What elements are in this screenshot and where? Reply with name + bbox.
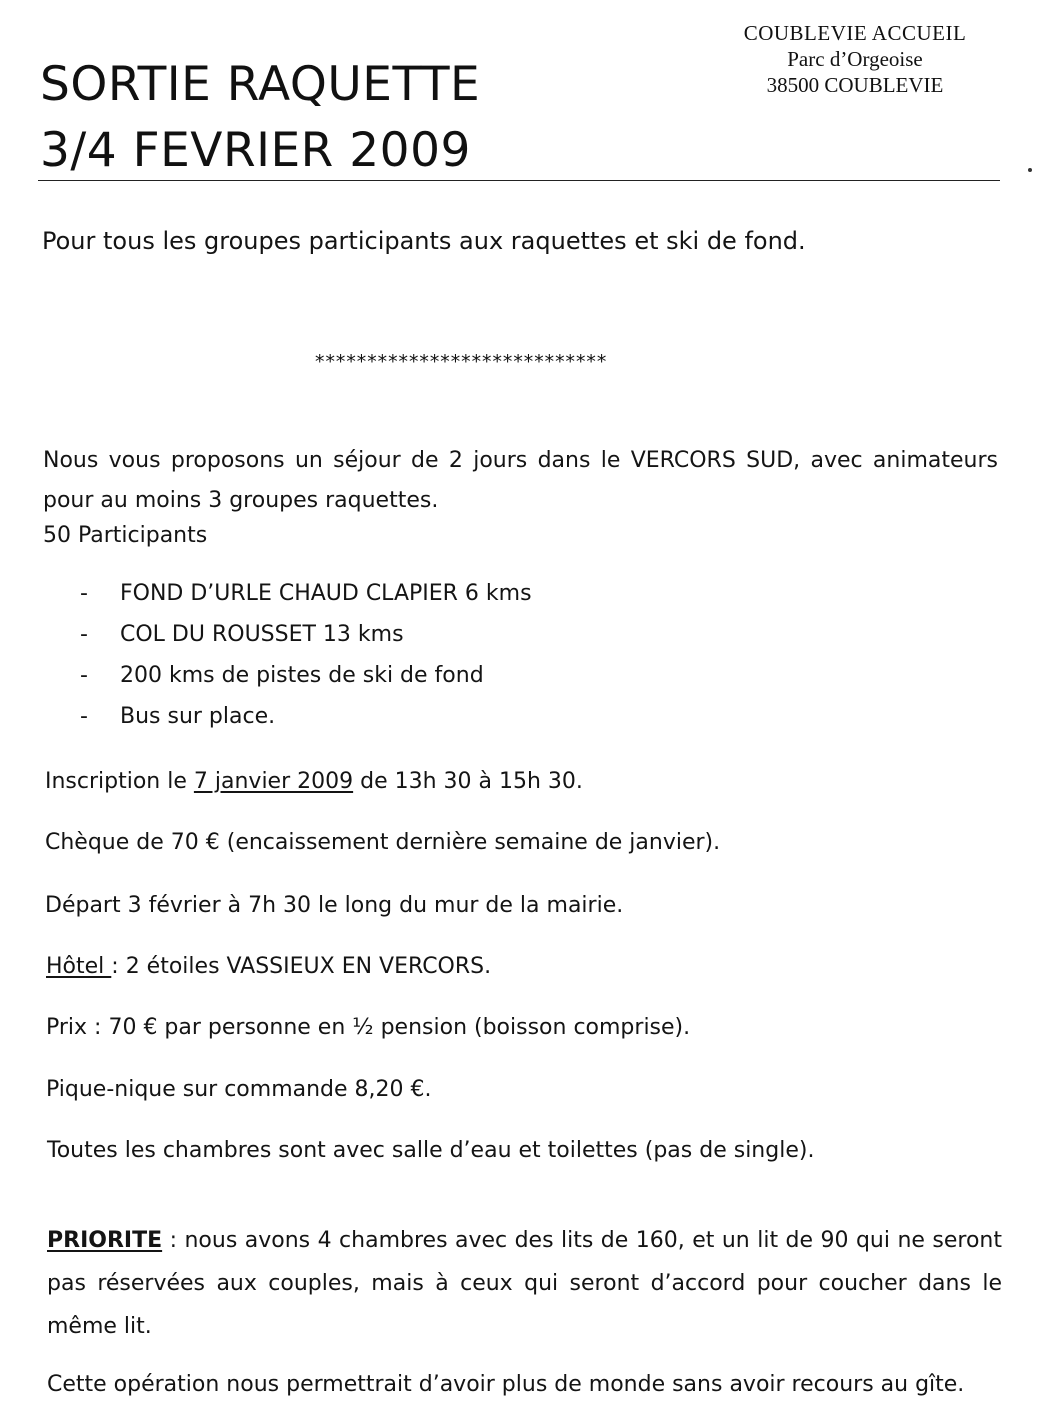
priorite-paragraph [47,1219,1002,1348]
asterisk-separator: **************************** [314,351,607,373]
bullet-dash: - [80,704,88,729]
bullet-dash: - [80,581,88,606]
list-item-text: Bus sur place. [120,704,276,729]
priorite-label: PRIORITE [47,1228,163,1253]
list-item-text: 200 kms de pistes de ski de fond [120,663,484,688]
list-item [80,662,532,703]
closing-paragraph: Cette opération nous permettrait d’avoir plus de monde sans avoir recours au gîte. [47,1372,965,1397]
hotel-line [46,953,491,981]
bullet-dash: - [80,663,88,688]
participants-count: 50 Participants [43,523,208,548]
org-city: 38500 COUBLEVIE [766,73,944,97]
inscription-date: 7 janvier 2009 [193,769,354,794]
list-item [80,621,532,662]
org-street: Parc d’Orgeoise [787,47,923,71]
inscription-line [45,768,583,796]
list-item [80,703,532,744]
subtitle: Pour tous les groupes participants aux raquettes et ski de fond. [42,227,806,255]
inscription-suffix: de 13h 30 à 15h 30. [353,769,583,794]
title-line-event: SORTIE RAQUETTE [40,57,481,112]
intro-paragraph: Nous vous proposons un séjour de 2 jours dans le VERCORS SUD, avec animateurs pour au moins 3 groupes raquettes. [43,448,998,513]
title-line-date: 3/4 FEVRIER 2009 [40,123,471,178]
list-item-text: COL DU ROUSSET 13 kms [120,622,404,647]
hotel-text: 2 étoiles VASSIEUX EN VERCORS. [118,954,492,979]
chambres-line: Toutes les chambres sont avec salle d’eau et toilettes (pas de single). [47,1138,815,1163]
scan-speck [1028,168,1032,172]
header-divider [38,180,1000,181]
document-title [40,52,480,184]
list-item [80,580,532,621]
cheque-line: Chèque de 70 € (encaissement dernière semaine de janvier). [45,830,721,855]
inscription-prefix: Inscription le [45,769,194,794]
org-name: COUBLEVIE ACCUEIL [743,21,967,45]
list-item-text: FOND D’URLE CHAUD CLAPIER 6 kms [120,581,532,606]
priorite-text: : nous avons 4 chambres avec des lits de 160, et un lit de 90 qui ne seront pas réservées aux couples, mais à ceux qui seront d’accord pour coucher dans le même lit. [47,1228,1002,1339]
hotel-label: Hôtel [46,954,112,979]
depart-line: Départ 3 février à 7h 30 le long du mur de la mairie. [45,893,624,918]
destinations-list [80,580,532,744]
bullet-dash: - [80,622,88,647]
piquenique-line: Pique-nique sur commande 8,20 €. [46,1077,432,1102]
organization-address [710,20,1000,98]
hotel-colon: : [111,954,119,979]
prix-line: Prix : 70 € par personne en ½ pension (boisson comprise). [46,1015,691,1040]
